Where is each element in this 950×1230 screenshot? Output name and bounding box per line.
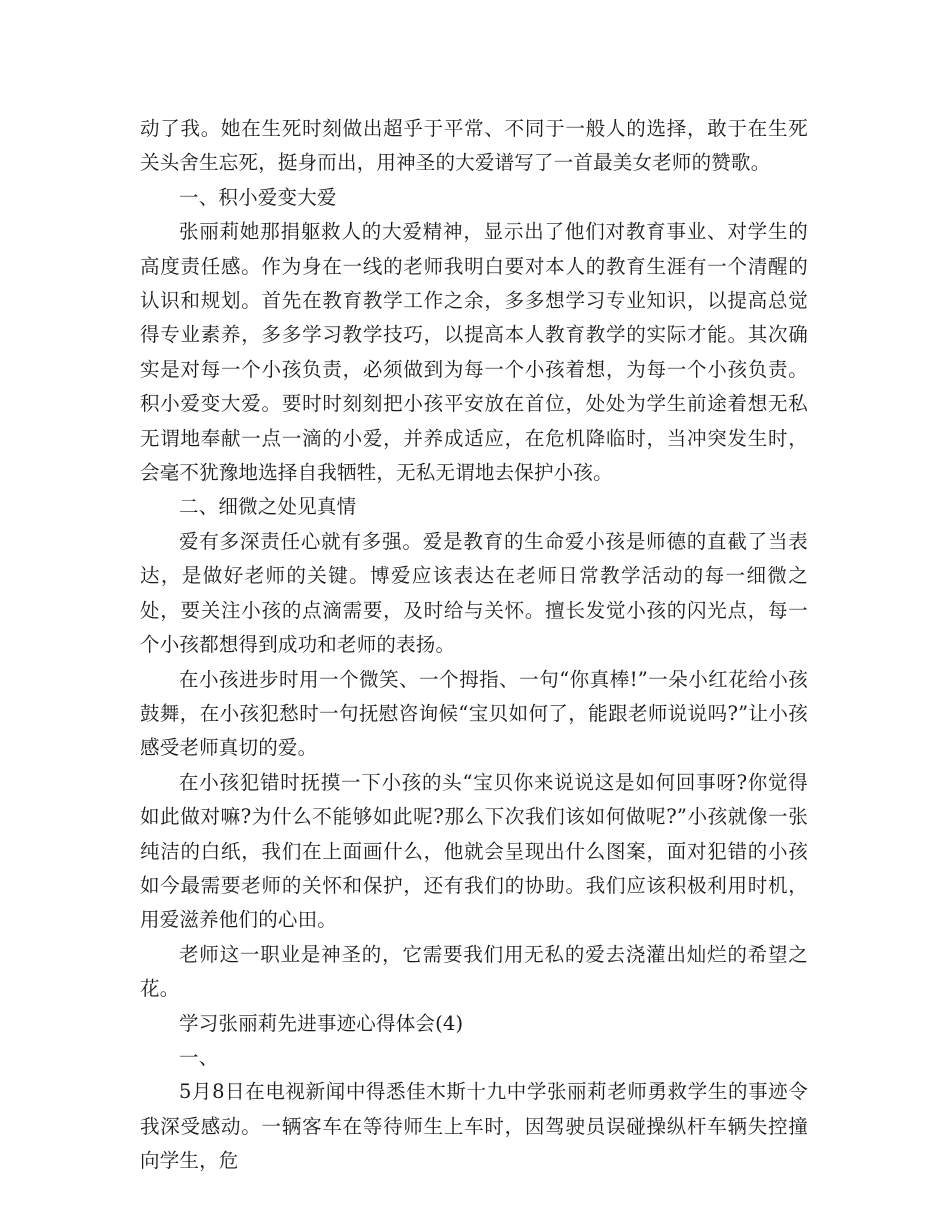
document-body bbox=[140, 112, 808, 1179]
paragraph: 在小孩进步时用一个微笑、一个拇指、一句“你真棒!”一朵小红花给小孩鼓舞，在小孩犯愁时一句抚慰咨询候“宝贝如何了，能跟老师说说吗?”让小孩感受老师真切的爱。 bbox=[140, 667, 808, 760]
section-heading-3: 一、 bbox=[179, 1045, 219, 1069]
section-heading-2: 二、细微之处见真情 bbox=[179, 495, 357, 519]
paragraph: 张丽莉她那捐躯救人的大爱精神，显示出了他们对教育事业、对学生的高度责任感。作为身在一线的老师我明白要对本人的教育生涯有一个清醒的认识和规划。首先在教育教学工作之余，多多想学习专业知识，以提高总觉得专业素养，多多学习教学技巧，以提高本人教育教学的实际才能。其次确实是对每一个小孩负责，必须做到为每一个小孩着想，为每一个小孩负责。积小爱变大爱。要时时刻刻把小孩平安放在首位，处处为学生前途着想无私无谓地奉献一点一滴的小爱，并养成适应，在危机降临时，当冲突发生时，会毫不犹豫地选择自我牺牲，无私无谓地去保护小孩。 bbox=[140, 220, 808, 485]
paragraph-continuation: 动了我。她在生死时刻做出超乎于平常、不同于一般人的选择，敢于在生死关头舍生忘死，挺身而出，用神圣的大爱谱写了一首最美女老师的赞歌。 bbox=[140, 117, 808, 175]
section-heading-1: 一、积小爱变大爱 bbox=[179, 185, 337, 209]
paragraph: 在小孩犯错时抚摸一下小孩的头“宝贝你来说说这是如何回事呀?你觉得如此做对嘛?为什么不能够如此呢?那么下次我们该如何做呢?”小孩就像一张纯洁的白纸，我们在上面画什么，他就会呈现出什么图案，面对犯错的小孩如今最需要老师的关怀和保护，还有我们的协助。我们应该积极利用时机，用爱滋养他们的心田。 bbox=[140, 770, 808, 932]
article-title: 学习张丽莉先进事迹心得体会(4) bbox=[179, 1011, 464, 1035]
paragraph: 老师这一职业是神圣的，它需要我们用无私的爱去浇灌出灿烂的希望之花。 bbox=[140, 942, 808, 1001]
paragraph: 爱有多深责任心就有多强。爱是教育的生命爱小孩是师德的直截了当表达，是做好老师的关键。博爱应该表达在老师日常教学活动的每一细微之处，要关注小孩的点滴需要，及时给与关怀。擅长发觉小孩的闪光点，每一个小孩都想得到成功和老师的表扬。 bbox=[140, 529, 808, 657]
paragraph: 5月8日在电视新闻中得悉佳木斯十九中学张丽莉老师勇救学生的事迹令我深受感动。一辆客车在等待师生上车时，因驾驶员误碰操纵杆车辆失控撞向学生，危 bbox=[140, 1080, 808, 1173]
